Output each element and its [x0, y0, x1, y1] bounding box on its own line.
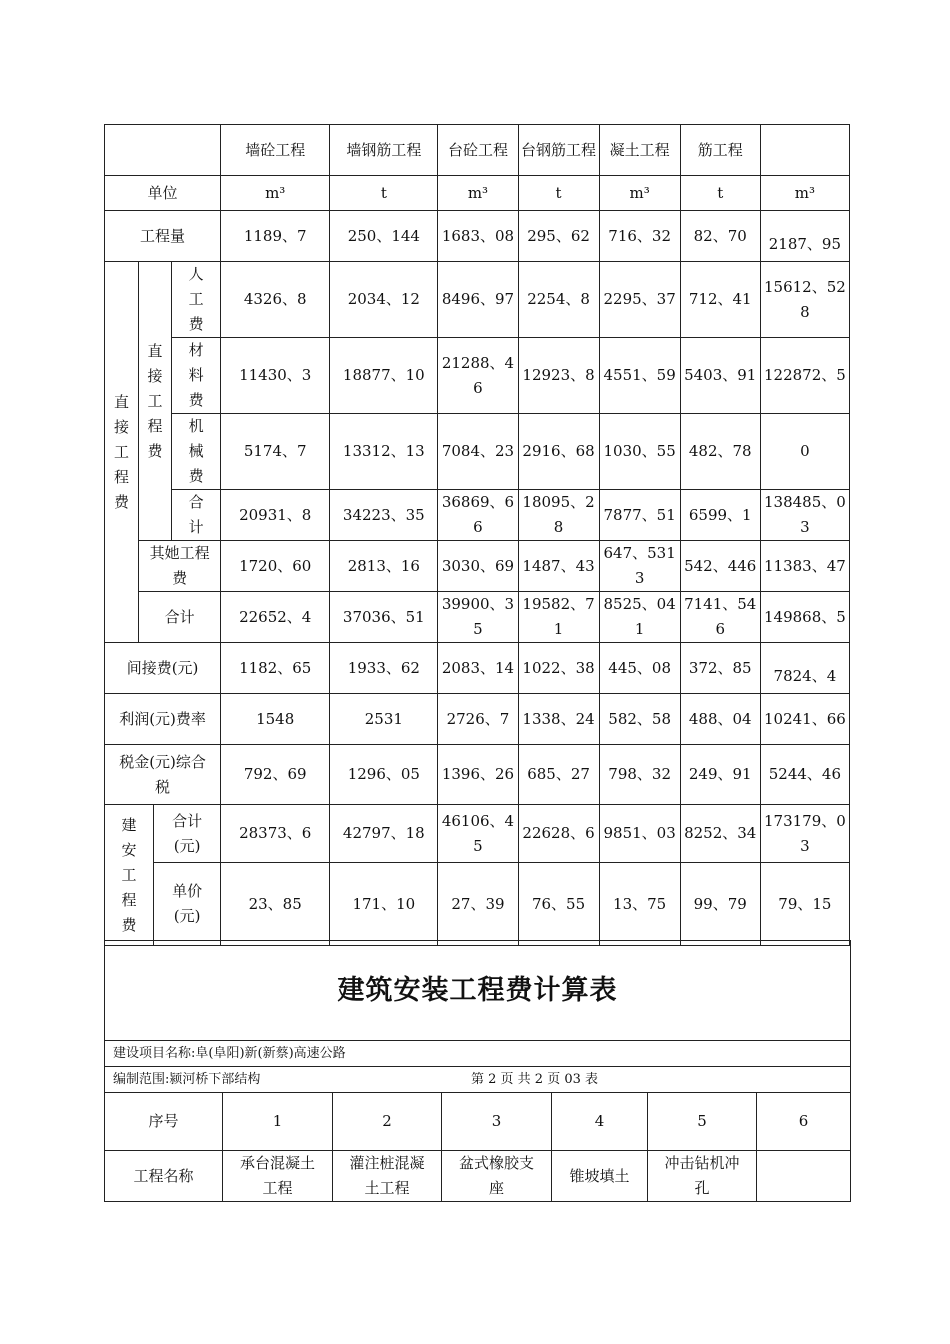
- cell: 149868、5: [760, 592, 849, 643]
- cell: 5403、91: [680, 338, 760, 414]
- cell: 99、79: [680, 863, 760, 946]
- cell: 6: [757, 1093, 851, 1151]
- cell: 19582、71: [518, 592, 599, 643]
- direct-total-row: [105, 592, 850, 643]
- form-title: 建筑安装工程费计算表: [105, 941, 851, 1041]
- cell: 792、69: [221, 745, 330, 805]
- cell: 1487、43: [518, 541, 599, 592]
- cell: 2726、7: [438, 694, 518, 745]
- page-info: 第 2 页 共 2 页 03 表: [471, 1072, 599, 1087]
- cell: 15612、528: [760, 262, 849, 338]
- cell: 79、15: [760, 863, 849, 946]
- row-label: 合计: [172, 490, 221, 541]
- cell: 716、32: [599, 211, 680, 262]
- cell: 46106、45: [438, 805, 518, 863]
- cell: 承台混凝土工程: [223, 1151, 333, 1202]
- cell: 1720、60: [221, 541, 330, 592]
- cell: 12923、8: [518, 338, 599, 414]
- cell: 0: [760, 414, 849, 490]
- cell: 2813、16: [330, 541, 438, 592]
- install-cost-group-label: 建安工程费: [105, 805, 154, 946]
- cell: 82、70: [680, 211, 760, 262]
- cell: 8496、97: [438, 262, 518, 338]
- col-header: 墙钢筋工程: [330, 125, 438, 176]
- cell: 22628、6: [518, 805, 599, 863]
- col-header: 筋工程: [680, 125, 760, 176]
- cell: 1296、05: [330, 745, 438, 805]
- cell: 488、04: [680, 694, 760, 745]
- cell: 22652、4: [221, 592, 330, 643]
- cell: 3: [442, 1093, 552, 1151]
- scope-row: [105, 1067, 851, 1093]
- cell: 37036、51: [330, 592, 438, 643]
- col-header: 墙砼工程: [221, 125, 330, 176]
- project-name: 建设项目名称:阜(阜阳)新(新蔡)高速公路: [105, 1041, 851, 1067]
- material-row: [105, 338, 850, 414]
- cell: 2254、8: [518, 262, 599, 338]
- cell: 28373、6: [221, 805, 330, 863]
- cost-table-upper: [104, 124, 850, 946]
- cell: 372、85: [680, 643, 760, 694]
- quantity-row: [105, 211, 850, 262]
- cell: 8252、34: [680, 805, 760, 863]
- cell: 76、55: [518, 863, 599, 946]
- scope-cell: [105, 1067, 851, 1093]
- cell: 1189、7: [221, 211, 330, 262]
- item-name-row: [105, 1151, 851, 1202]
- cell: 11430、3: [221, 338, 330, 414]
- cell: 盆式橡胶支座: [442, 1151, 552, 1202]
- cell: m³: [599, 176, 680, 211]
- unit-price-row: [105, 863, 850, 946]
- cell: 1022、38: [518, 643, 599, 694]
- install-total-row: [105, 805, 850, 863]
- cell: 4326、8: [221, 262, 330, 338]
- seq-row: [105, 1093, 851, 1151]
- cell: 18095、28: [518, 490, 599, 541]
- form-title-row: [105, 941, 851, 1041]
- profit-row: [105, 694, 850, 745]
- vertical-label: 直接工程费: [114, 392, 130, 511]
- cell: 8525、041: [599, 592, 680, 643]
- indirect-row: [105, 643, 850, 694]
- cell: 4551、59: [599, 338, 680, 414]
- cell: 27、39: [438, 863, 518, 946]
- cell: t: [330, 176, 438, 211]
- cell: 36869、66: [438, 490, 518, 541]
- cell: 冲击钻机冲孔: [648, 1151, 757, 1202]
- cell: 647、5313: [599, 541, 680, 592]
- cell: 6599、1: [680, 490, 760, 541]
- cell: 1683、08: [438, 211, 518, 262]
- cell: 2034、12: [330, 262, 438, 338]
- cell: 173179、03: [760, 805, 849, 863]
- cell: 7084、23: [438, 414, 518, 490]
- project-name-row: [105, 1041, 851, 1067]
- cell: 2: [333, 1093, 442, 1151]
- row-label: 机械费: [172, 414, 221, 490]
- cell: 445、08: [599, 643, 680, 694]
- cell: 249、91: [680, 745, 760, 805]
- cell: 1182、65: [221, 643, 330, 694]
- subtotal-row: [105, 490, 850, 541]
- labor-row: [105, 262, 850, 338]
- cell: 13312、13: [330, 414, 438, 490]
- cell: 122872、5: [760, 338, 849, 414]
- cell: 4: [552, 1093, 648, 1151]
- cell: 712、41: [680, 262, 760, 338]
- cell: 7141、546: [680, 592, 760, 643]
- row-label: 单价(元): [154, 863, 221, 946]
- cell: 10241、66: [760, 694, 849, 745]
- row-label: 利润(元)费率: [105, 694, 221, 745]
- corner-cell: [105, 125, 221, 176]
- cell: 2916、68: [518, 414, 599, 490]
- row-label: 序号: [105, 1093, 223, 1151]
- cell: 2531: [330, 694, 438, 745]
- cell: 2295、37: [599, 262, 680, 338]
- cell: 9851、03: [599, 805, 680, 863]
- cell: 1030、55: [599, 414, 680, 490]
- cell: 7877、51: [599, 490, 680, 541]
- tax-row: [105, 745, 850, 805]
- row-label: 其她工程费: [139, 541, 221, 592]
- cell: 3030、69: [438, 541, 518, 592]
- cell: 2083、14: [438, 643, 518, 694]
- row-label: 工程量: [105, 211, 221, 262]
- cell: 21288、46: [438, 338, 518, 414]
- cell: 685、27: [518, 745, 599, 805]
- cell: t: [518, 176, 599, 211]
- row-label: 材料费: [172, 338, 221, 414]
- cell: 1338、24: [518, 694, 599, 745]
- row-label: 人工费: [172, 262, 221, 338]
- cell: 1933、62: [330, 643, 438, 694]
- cell: 5244、46: [760, 745, 849, 805]
- cell: 171、10: [330, 863, 438, 946]
- direct-cost-group-label: [105, 262, 139, 643]
- cell: m³: [438, 176, 518, 211]
- cell: [757, 1151, 851, 1202]
- scope-text: 编制范围:颍河桥下部结构: [113, 1072, 261, 1087]
- machine-row: [105, 414, 850, 490]
- cell: t: [680, 176, 760, 211]
- row-label: 单位: [105, 176, 221, 211]
- unit-row: [105, 176, 850, 211]
- cell: 灌注桩混凝土工程: [333, 1151, 442, 1202]
- cost-table-lower: [104, 940, 851, 1202]
- direct-cost-sub-label: 直接工程费: [139, 262, 172, 541]
- cell: 5174、7: [221, 414, 330, 490]
- cell: 5: [648, 1093, 757, 1151]
- cell: 1: [223, 1093, 333, 1151]
- row-label: 合计: [139, 592, 221, 643]
- col-header: [760, 125, 849, 176]
- cell: 138485、03: [760, 490, 849, 541]
- col-header: 台砼工程: [438, 125, 518, 176]
- cell: m³: [760, 176, 849, 211]
- row-label: 税金(元)综合税: [105, 745, 221, 805]
- cell: 295、62: [518, 211, 599, 262]
- cell: 582、58: [599, 694, 680, 745]
- cell: 1548: [221, 694, 330, 745]
- cell: 20931、8: [221, 490, 330, 541]
- cell: 250、144: [330, 211, 438, 262]
- row-label: 间接费(元): [105, 643, 221, 694]
- cell: 18877、10: [330, 338, 438, 414]
- cell: 798、32: [599, 745, 680, 805]
- col-header: 台钢筋工程: [518, 125, 599, 176]
- other-cost-row: [105, 541, 850, 592]
- cell: 42797、18: [330, 805, 438, 863]
- cell: 542、446: [680, 541, 760, 592]
- cell: 7824、4: [760, 643, 849, 694]
- cell: 2187、95: [760, 211, 849, 262]
- cell: 23、85: [221, 863, 330, 946]
- col-header: 凝土工程: [599, 125, 680, 176]
- cell: 34223、35: [330, 490, 438, 541]
- cell: 13、75: [599, 863, 680, 946]
- column-header-row: [105, 125, 850, 176]
- row-label: 工程名称: [105, 1151, 223, 1202]
- cell: 11383、47: [760, 541, 849, 592]
- cell: 482、78: [680, 414, 760, 490]
- cell: 锥坡填土: [552, 1151, 648, 1202]
- cell: 39900、35: [438, 592, 518, 643]
- cell: 1396、26: [438, 745, 518, 805]
- row-label: 合计(元): [154, 805, 221, 863]
- cell: m³: [221, 176, 330, 211]
